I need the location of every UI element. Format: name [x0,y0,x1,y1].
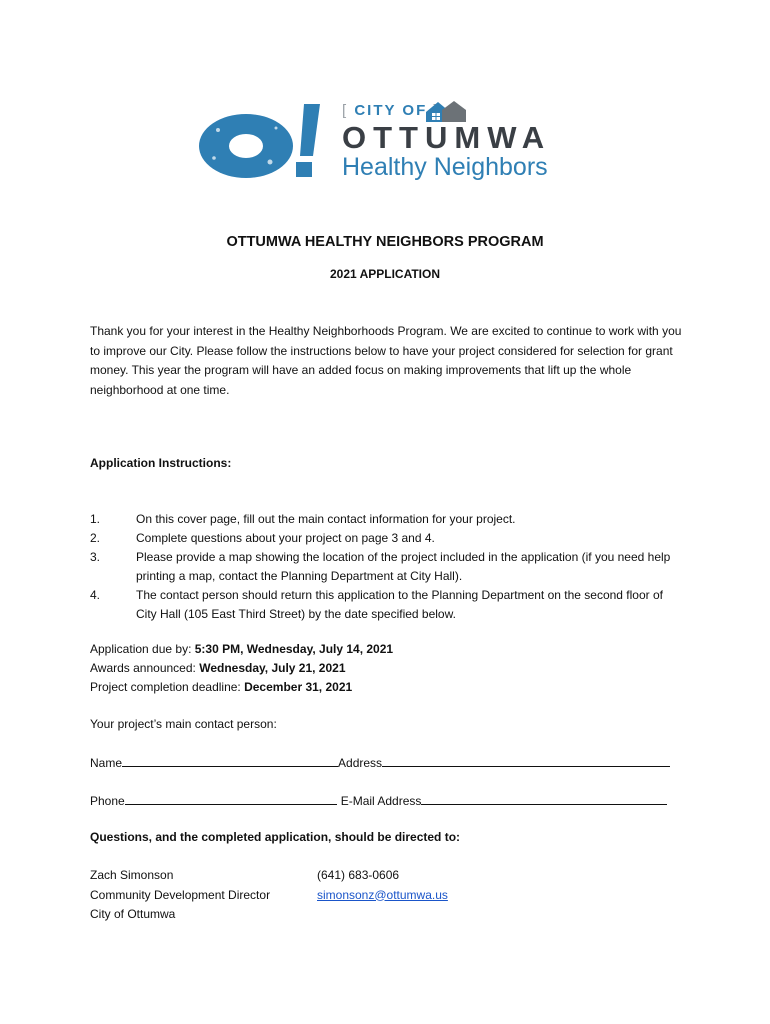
city-logo [196,100,586,186]
houses-icon [424,100,472,122]
completion-line [90,680,352,694]
questions-heading: Questions, and the completed application, should be directed to: [90,830,461,844]
awards-label: Awards announced: [90,661,200,675]
intro-paragraph: Thank you for your interest in the Healthy Neighborhoods Program. We are excited to continue to work with you to improve our City. Please follow the instructions below to have your project considered for selection for grant money. This year the program will have an added focus on making improvements that lift up the whole neighborhood at one time. [90,324,682,397]
contact-email-link[interactable]: simonsonz@ottumwa.us [317,887,448,902]
instructions-heading: Application Instructions: [90,456,232,470]
address-field[interactable] [382,755,670,767]
logo-city-of: [ CITY OF [342,102,428,119]
due-value: 5:30 PM, Wednesday, July 14, 2021 [194,642,394,656]
contact-name: Zach Simonson [90,868,174,882]
logo-healthy-neighbors: Healthy Neighbors [342,153,548,181]
instruction-number: 1. [90,512,101,526]
instruction-item [90,529,690,548]
due-date-line [90,642,393,656]
due-label: Application due by: [90,642,195,656]
contact-details-block [317,866,448,905]
contact-phone: (641) 683-0606 [317,868,400,882]
awards-line [90,661,346,675]
name-address-row [90,755,680,770]
email-label: E-Mail Address [340,794,422,808]
instruction-text: Please provide a map showing the location of the project included in the application (if you need help printing a map, contact the Planning Department at City Hall). [136,550,671,583]
instruction-text: The contact person should return this application to the Planning Department on the second floor of City Hall (105 East Third Street) by the date specified below. [136,588,663,621]
name-field[interactable] [122,755,338,767]
contact-person-block [90,866,270,925]
instruction-number: 4. [90,588,101,602]
instruction-item [90,586,690,624]
contact-role: Community Development Director [90,887,271,902]
phone-label: Phone [90,794,125,808]
document-subtitle: 2021 APPLICATION [329,267,441,281]
contact-prompt: Your project’s main contact person: [90,717,277,731]
logo-ottumwa: OTTUMWA [342,120,552,155]
instructions-list [90,510,690,624]
completion-label: Project completion deadline: [90,680,245,694]
contact-org: City of Ottumwa [90,907,176,921]
instruction-text: Complete questions about your project on page 3 and 4. [136,531,435,545]
instruction-number: 3. [90,550,101,564]
phone-email-row [90,793,680,808]
document-title: OTTUMWA HEALTHY NEIGHBORS PROGRAM [226,234,544,250]
phone-field[interactable] [125,793,337,805]
email-field[interactable] [421,793,667,805]
instruction-text: On this cover page, fill out the main contact information for your project. [136,512,516,526]
instruction-item [90,510,690,529]
o-exclamation-logo-mark [196,100,336,186]
instruction-number: 2. [90,531,101,545]
completion-value: December 31, 2021 [244,680,353,694]
awards-value: Wednesday, July 21, 2021 [199,661,346,675]
name-label: Name [90,756,123,770]
address-label: Address [338,756,383,770]
instruction-item [90,548,690,586]
